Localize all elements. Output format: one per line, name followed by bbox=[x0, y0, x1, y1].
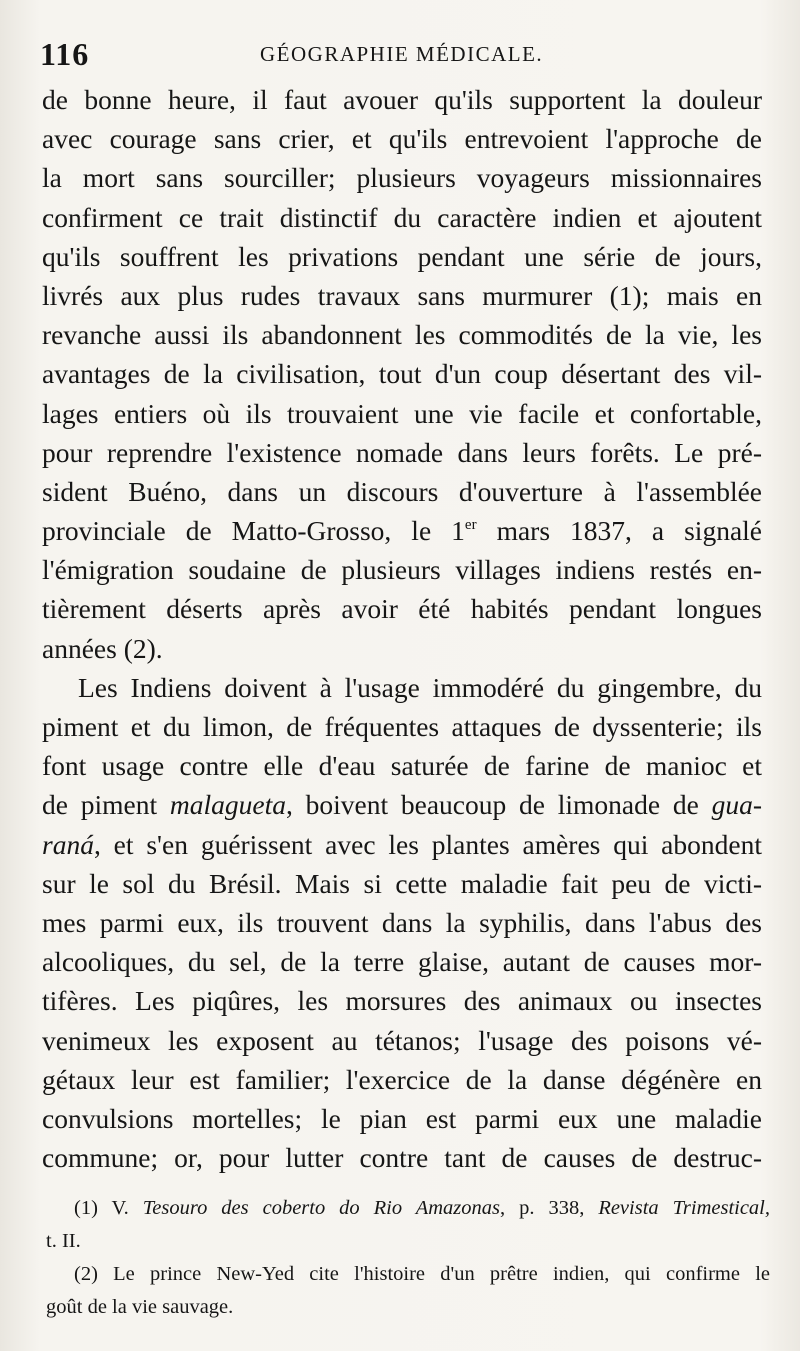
footnote-line: (2) Le prince New-Yed cite l'histoire d'un prêtre indien, qui confirme le bbox=[74, 1263, 770, 1285]
text-line: avantages de la civilisation, tout d'un coup désertant des vil- bbox=[42, 358, 762, 390]
line-part: mars 1837, a signalé bbox=[476, 515, 763, 547]
text-line: confirment ce trait distinctif du caractère indien et ajoutent bbox=[42, 201, 762, 233]
footnotes bbox=[46, 1192, 770, 1324]
text-line: tièrement déserts après avoir été habités pendant longues bbox=[42, 593, 762, 625]
running-title: GÉOGRAPHIE MÉDICALE. bbox=[260, 42, 544, 66]
text-line: de bonne heure, il faut avouer qu'ils supportent la douleur bbox=[42, 84, 762, 115]
text-line: piment et du limon, de fréquentes attaques de dyssenterie; ils bbox=[42, 711, 762, 742]
superscript: er bbox=[464, 517, 477, 534]
italic-term: malagueta bbox=[169, 789, 286, 821]
footnote-line: goût de la vie sauvage. bbox=[46, 1296, 234, 1318]
text-line: revanche aussi ils abandonnent les commodités de la vie, les bbox=[42, 319, 762, 351]
text-line: qu'ils souffrent les privations pendant une série de jours, bbox=[42, 240, 762, 272]
text-line bbox=[42, 785, 762, 824]
page-header bbox=[40, 32, 762, 72]
body-text bbox=[42, 80, 762, 1177]
page-number: 116 bbox=[40, 36, 90, 72]
text-line: lages entiers où ils trouvaient une vie facile et confortable, bbox=[42, 397, 762, 429]
italic-term: Revista Trimestical, bbox=[598, 1197, 771, 1219]
text-line: gétaux leur est familier; l'exercice de la danse dégénère en bbox=[42, 1063, 762, 1095]
italic-term: gua- bbox=[711, 789, 762, 821]
text-line: venimeux les exposent au tétanos; l'usage des poisons vé- bbox=[42, 1024, 762, 1056]
line-part: (1) V. bbox=[74, 1197, 143, 1219]
text-line bbox=[42, 511, 762, 550]
footnote-line: t. II. bbox=[46, 1230, 81, 1252]
text-line: pour reprendre l'existence nomade dans leurs forêts. Le pré- bbox=[42, 436, 762, 468]
line-part: , p. 338, bbox=[500, 1197, 599, 1219]
text-line: sident Buéno, dans un discours d'ouverture à l'assemblée bbox=[42, 475, 762, 507]
line-part: , et s'en guérissent avec les plantes amères qui abondent bbox=[93, 828, 762, 860]
italic-term: Tesouro des coberto do Rio Amazonas bbox=[142, 1197, 501, 1219]
text-line: commune; or, pour lutter contre tant de causes de destruc- bbox=[42, 1142, 762, 1174]
line-part: provinciale de Matto-Grosso, le 1 bbox=[42, 515, 465, 547]
text-line: la mort sans sourciller; plusieurs voyageurs missionnaires bbox=[42, 162, 762, 194]
text-line bbox=[42, 825, 762, 864]
line-part: , boivent beaucoup de limonade de bbox=[285, 789, 712, 821]
italic-term: raná bbox=[42, 828, 94, 860]
text-line: Les Indiens doivent à l'usage immodéré du gingembre, du bbox=[78, 671, 762, 703]
footnote-line bbox=[46, 1192, 770, 1225]
text-line: tifères. Les piqûres, les morsures des animaux ou insectes bbox=[42, 985, 762, 1017]
text-line: font usage contre elle d'eau saturée de farine de manioc et bbox=[42, 750, 762, 782]
text-line: avec courage sans crier, et qu'ils entrevoient l'approche de bbox=[42, 123, 762, 155]
line-part: de piment bbox=[42, 789, 170, 821]
text-line: mes parmi eux, ils trouvent dans la syphilis, dans l'abus des bbox=[42, 906, 762, 938]
text-line: l'émigration soudaine de plusieurs villages indiens restés en- bbox=[42, 554, 762, 586]
text-line: convulsions mortelles; le pian est parmi eux une maladie bbox=[42, 1102, 762, 1134]
text-line: livrés aux plus rudes travaux sans murmurer (1); mais en bbox=[42, 279, 762, 311]
text-line: alcooliques, du sel, de la terre glaise, autant de causes mor- bbox=[42, 946, 762, 978]
text-line: années (2). bbox=[42, 632, 163, 664]
text-line: sur le sol du Brésil. Mais si cette maladie fait peu de victi- bbox=[42, 867, 762, 899]
